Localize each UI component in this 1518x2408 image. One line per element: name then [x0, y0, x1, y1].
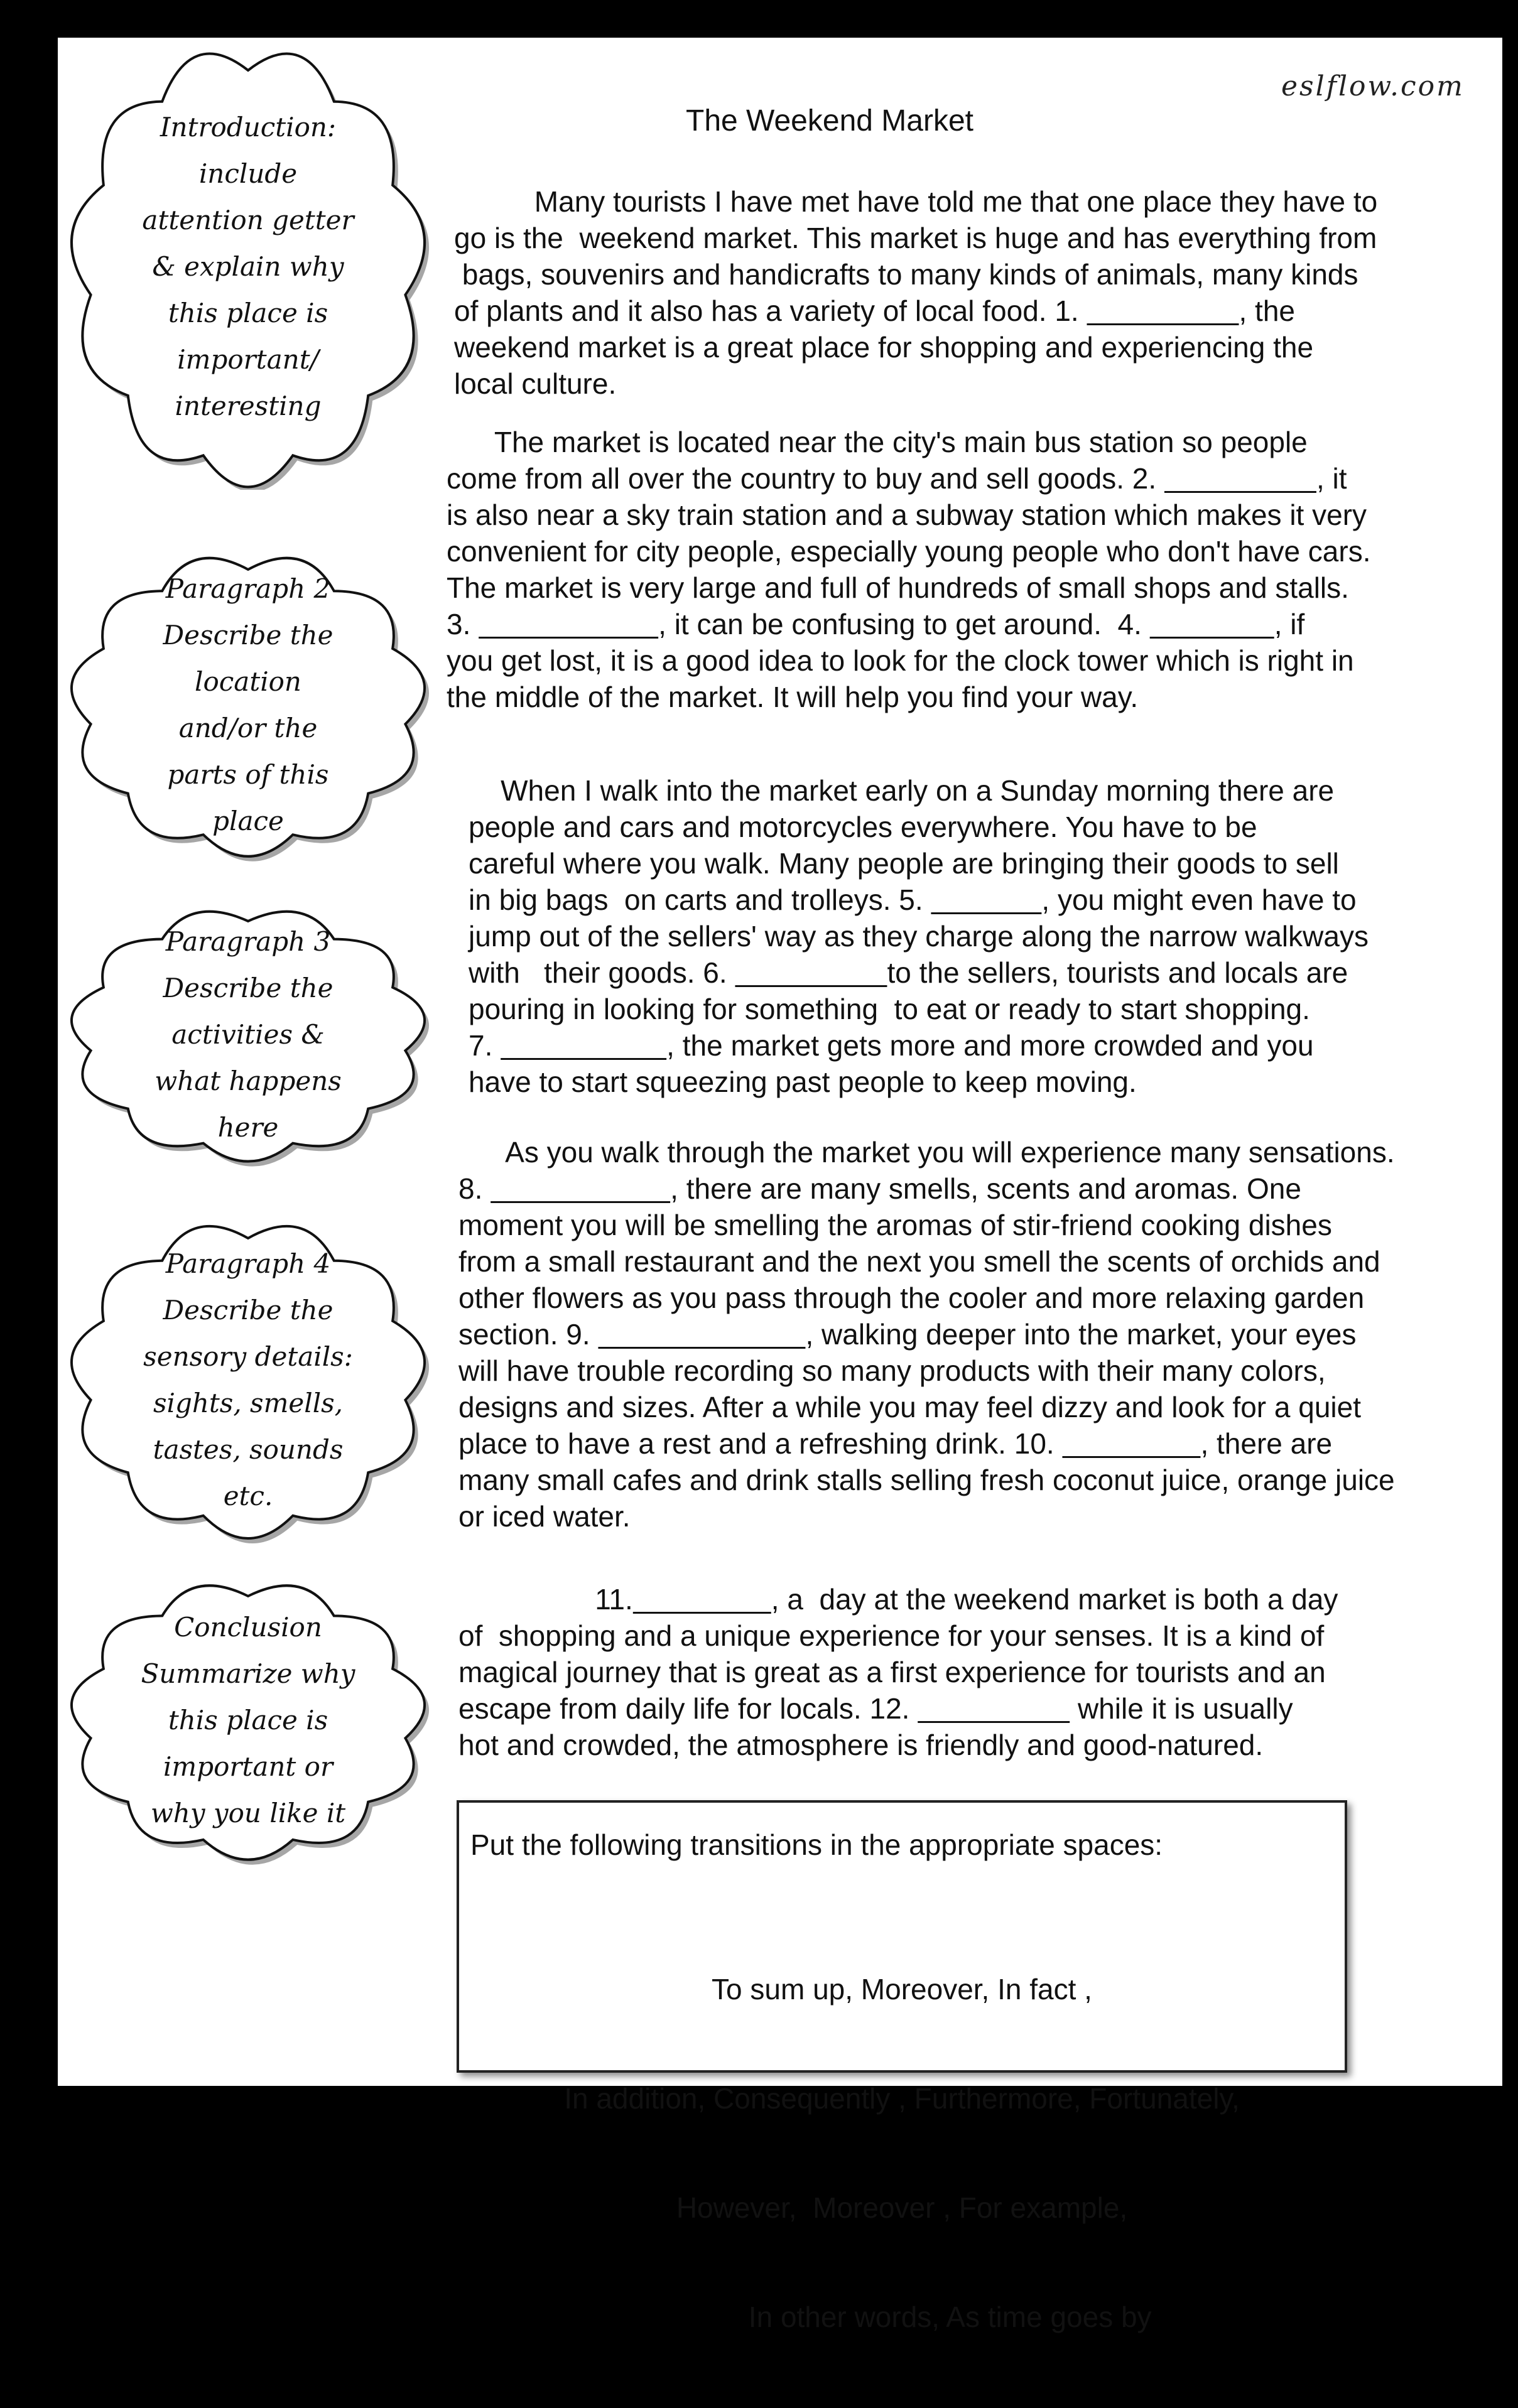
site-watermark: eslflow.com	[1281, 70, 1465, 102]
text-line: go is the weekend market. This market is huge and has everything from	[454, 222, 1377, 254]
text-line: many small cafes and drink stalls selling fresh coconut juice, orange juice	[458, 1464, 1395, 1496]
text-line: pouring in looking for something to eat or ready to start shopping.	[469, 993, 1310, 1025]
transitions-box	[457, 1800, 1347, 2333]
cloud-label: Conclusion Summarize why this place is important or why you like it	[141, 1612, 355, 1828]
text-line: 11. , a day at the weekend market is both a day	[458, 1583, 1338, 1616]
text-line: magical journey that is great as a first experience for tourists and an	[458, 1656, 1326, 1688]
text-line: hot and crowded, the atmosphere is friendly and good-natured.	[458, 1729, 1264, 1761]
paragraph-conclusion	[458, 1581, 1338, 1763]
text-line: have to start squeezing past people to keep moving.	[469, 1066, 1137, 1098]
fill-in-blank[interactable]	[1087, 294, 1239, 327]
fill-in-blank[interactable]	[1164, 462, 1316, 495]
text-line: careful where you walk. Many people are bringing their goods to sell	[469, 847, 1339, 880]
fill-in-blank[interactable]	[735, 956, 887, 989]
fill-in-blank[interactable]	[1062, 1427, 1200, 1460]
text-line: the middle of the market. It will help you find your way.	[447, 681, 1139, 713]
cloud-label: Introduction: include attention getter & explain why this place is important/ interesting	[142, 112, 354, 421]
paragraph-introduction	[454, 183, 1377, 402]
cloud-introduction	[63, 44, 433, 490]
text-line: When I walk into the market early on a Sunday morning there are	[469, 774, 1335, 807]
text-line: of plants and it also has a variety of local food. 1. , the	[454, 294, 1296, 327]
text-line: come from all over the country to buy and sell goods. 2. , it	[447, 462, 1347, 495]
text-line: The market is located near the city's main bus station so people	[447, 426, 1308, 458]
text-line: jump out of the sellers' way as they charge along the narrow walkways	[469, 920, 1369, 953]
cloud-paragraph-4	[63, 1212, 433, 1548]
fill-in-blank[interactable]	[479, 608, 658, 640]
cloud-paragraph-3	[63, 895, 433, 1174]
text-line: designs and sizes. After a while you may feel dizzy and look for a quiet	[458, 1391, 1362, 1423]
paragraph-senses	[458, 1134, 1395, 1535]
fill-in-blank[interactable]	[1150, 608, 1274, 640]
text-line: weekend market is a great place for shopping and experiencing the	[454, 331, 1314, 364]
text-line: with their goods. 6. to the sellers, tourists and locals are	[469, 956, 1348, 989]
cloud-conclusion	[63, 1570, 433, 1871]
transition-word-list	[459, 1898, 1345, 2408]
text-line: moment you will be smelling the aromas of stir-friend cooking dishes	[458, 1209, 1332, 1241]
text-line: escape from daily life for locals. 12. while it is usually	[458, 1692, 1293, 1725]
text-line: is also near a sky train station and a subway station which makes it very	[447, 499, 1367, 531]
text-line: in big bags on carts and trolleys. 5. , you might even have to	[469, 883, 1357, 916]
word-line: In addition, Consequently , Furthermore, Fortunately,	[564, 2082, 1240, 2115]
text-line: from a small restaurant and the next you smell the scents of orchids and	[458, 1245, 1380, 1278]
text-line: of shopping and a unique experience for your senses. It is a kind of	[458, 1619, 1325, 1652]
cloud-label: Paragraph 4 Describe the sensory details: sights, smells, tastes, sounds etc.	[143, 1248, 353, 1511]
paragraph-location	[447, 424, 1370, 715]
fill-in-blank[interactable]	[501, 1029, 666, 1062]
fill-in-blank[interactable]	[491, 1172, 670, 1205]
text-line: local culture.	[454, 367, 617, 400]
text-line: people and cars and motorcycles everywhere. You have to be	[469, 811, 1257, 843]
text-line: As you walk through the market you will experience many sensations.	[458, 1136, 1395, 1169]
cloud-label: Paragraph 2 Describe the location and/or the parts of this place	[163, 573, 333, 836]
text-line: 7. , the market gets more and more crowded and you	[469, 1029, 1314, 1062]
text-line: section. 9. , walking deeper into the market, your eyes	[458, 1318, 1357, 1351]
text-line: 8. , there are many smells, scents and aromas. One	[458, 1172, 1301, 1205]
fill-in-blank[interactable]	[633, 1583, 771, 1616]
text-line: will have trouble recording so many products with their many colors,	[458, 1354, 1326, 1387]
cloud-label: Paragraph 3 Describe the activities & what happens here	[155, 926, 342, 1143]
text-line: place to have a rest and a refreshing drink. 10. , there are	[458, 1427, 1333, 1460]
paragraph-activities	[469, 772, 1369, 1100]
text-line: other flowers as you pass through the cooler and more relaxing garden	[458, 1282, 1365, 1314]
text-line: The market is very large and full of hundreds of small shops and stalls.	[447, 571, 1349, 604]
word-line: However, Moreover , For example,	[676, 2191, 1128, 2224]
fill-in-blank[interactable]	[931, 883, 1041, 916]
fill-in-blank[interactable]	[918, 1692, 1070, 1725]
box-instruction: Put the following transitions in the appropriate spaces:	[470, 1828, 1163, 1861]
text-line: Many tourists I have met have told me that one place they have to	[454, 185, 1378, 218]
text-line: you get lost, it is a good idea to look for the clock tower which is right in	[447, 644, 1354, 677]
cloud-paragraph-2	[63, 543, 433, 867]
word-line: In other words, As time goes by	[652, 2301, 1152, 2333]
text-line: bags, souvenirs and handicrafts to many kinds of animals, many kinds	[454, 258, 1358, 291]
page-title: The Weekend Market	[686, 104, 973, 138]
text-line: 3. , it can be confusing to get around. 4. , if	[447, 608, 1305, 640]
word-line: To sum up, Moreover, In fact ,	[712, 1973, 1092, 2006]
fill-in-blank[interactable]	[598, 1318, 805, 1351]
text-line: convenient for city people, especially young people who don't have cars.	[447, 535, 1371, 568]
text-line: or iced water.	[458, 1500, 631, 1533]
